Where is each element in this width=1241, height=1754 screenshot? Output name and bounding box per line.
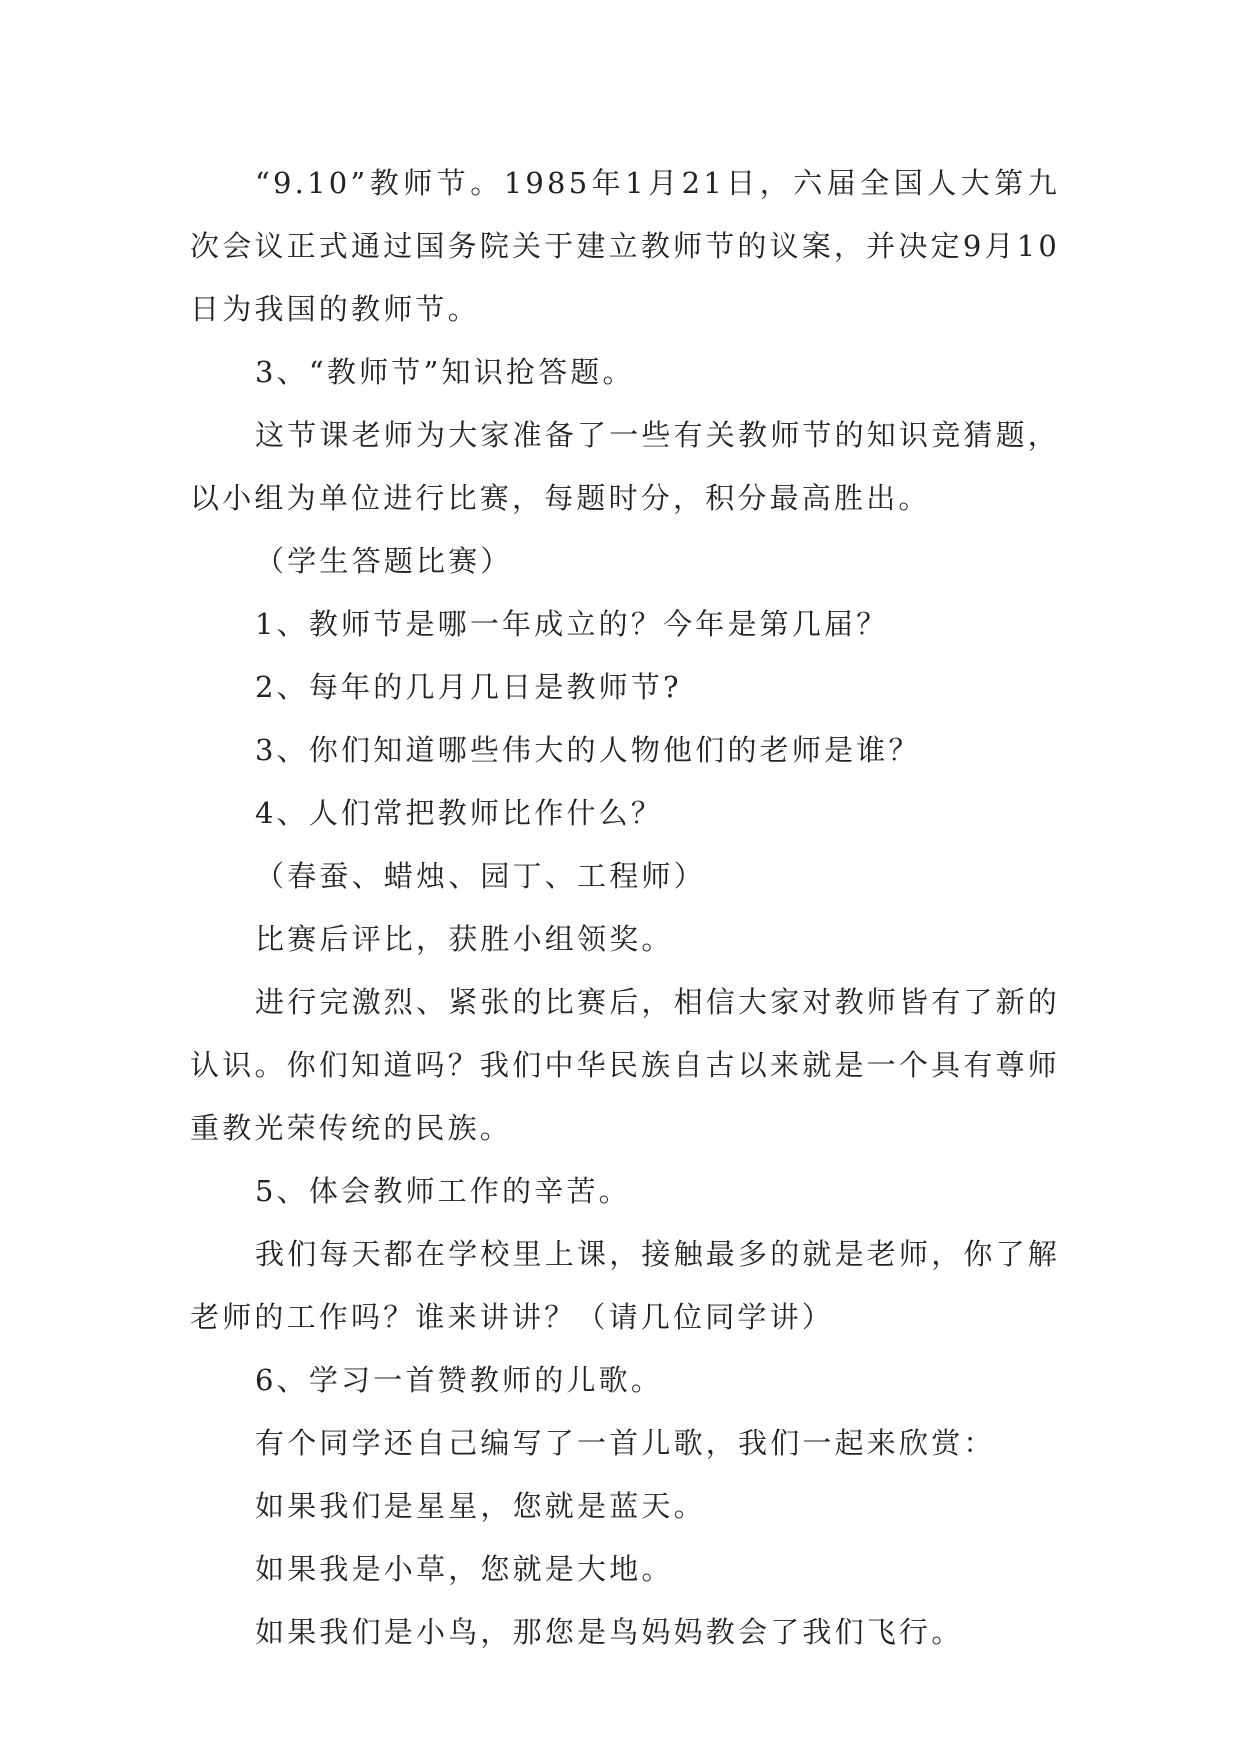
paragraph-rhyme-intro: 有个同学还自己编写了一首儿歌，我们一起来欣赏：	[255, 1426, 996, 1460]
rhyme-line-1: 如果我们是星星，您就是蓝天。	[255, 1489, 706, 1523]
paragraph-teacher-work: 我们每天都在学校里上课，接触最多的就是老师，你了解老师的工作吗？谁来讲讲？（请几位同学讲）	[190, 1237, 1061, 1334]
heading-nursery-rhyme: 6、学习一首赞教师的儿歌。	[255, 1363, 664, 1397]
paragraph-quiz-intro: 这节课老师为大家准备了一些有关教师节的知识竞猜题，以小组为单位进行比赛，每题时分，积分最高胜出。	[190, 418, 1061, 515]
answer-4: （春蚕、蜡烛、园丁、工程师）	[255, 859, 706, 893]
note-student-quiz: （学生答题比赛）	[255, 544, 513, 578]
question-2: 2、每年的几月几日是教师节?	[255, 670, 682, 704]
question-1: 1、教师节是哪一年成立的？今年是第几届？	[255, 607, 889, 641]
rhyme-line-2: 如果我是小草，您就是大地。	[255, 1552, 674, 1586]
paragraph-award: 比赛后评比，获胜小组领奖。	[255, 922, 674, 956]
heading-quiz: 3、“教师节”知识抢答题。	[255, 355, 635, 389]
question-4: 4、人们常把教师比作什么？	[255, 796, 664, 830]
rhyme-line-3: 如果我们是小鸟，那您是鸟妈妈教会了我们飞行。	[255, 1615, 964, 1649]
question-3: 3、你们知道哪些伟大的人物他们的老师是谁？	[255, 733, 921, 767]
paragraph-after-quiz: 进行完激烈、紧张的比赛后，相信大家对教师皆有了新的认识。你们知道吗？我们中华民族自古以来就是一个具有尊师重教光荣传统的民族。	[190, 985, 1061, 1145]
paragraph-teachers-day-history: “9.10”教师节。1985年1月21日，六届全国人大第九次会议正式通过国务院关于建立教师节的议案，并决定9月10日为我国的教师节。	[190, 166, 1060, 326]
heading-teacher-work: 5、体会教师工作的辛苦。	[255, 1174, 631, 1208]
document-body	[190, 152, 1060, 1664]
